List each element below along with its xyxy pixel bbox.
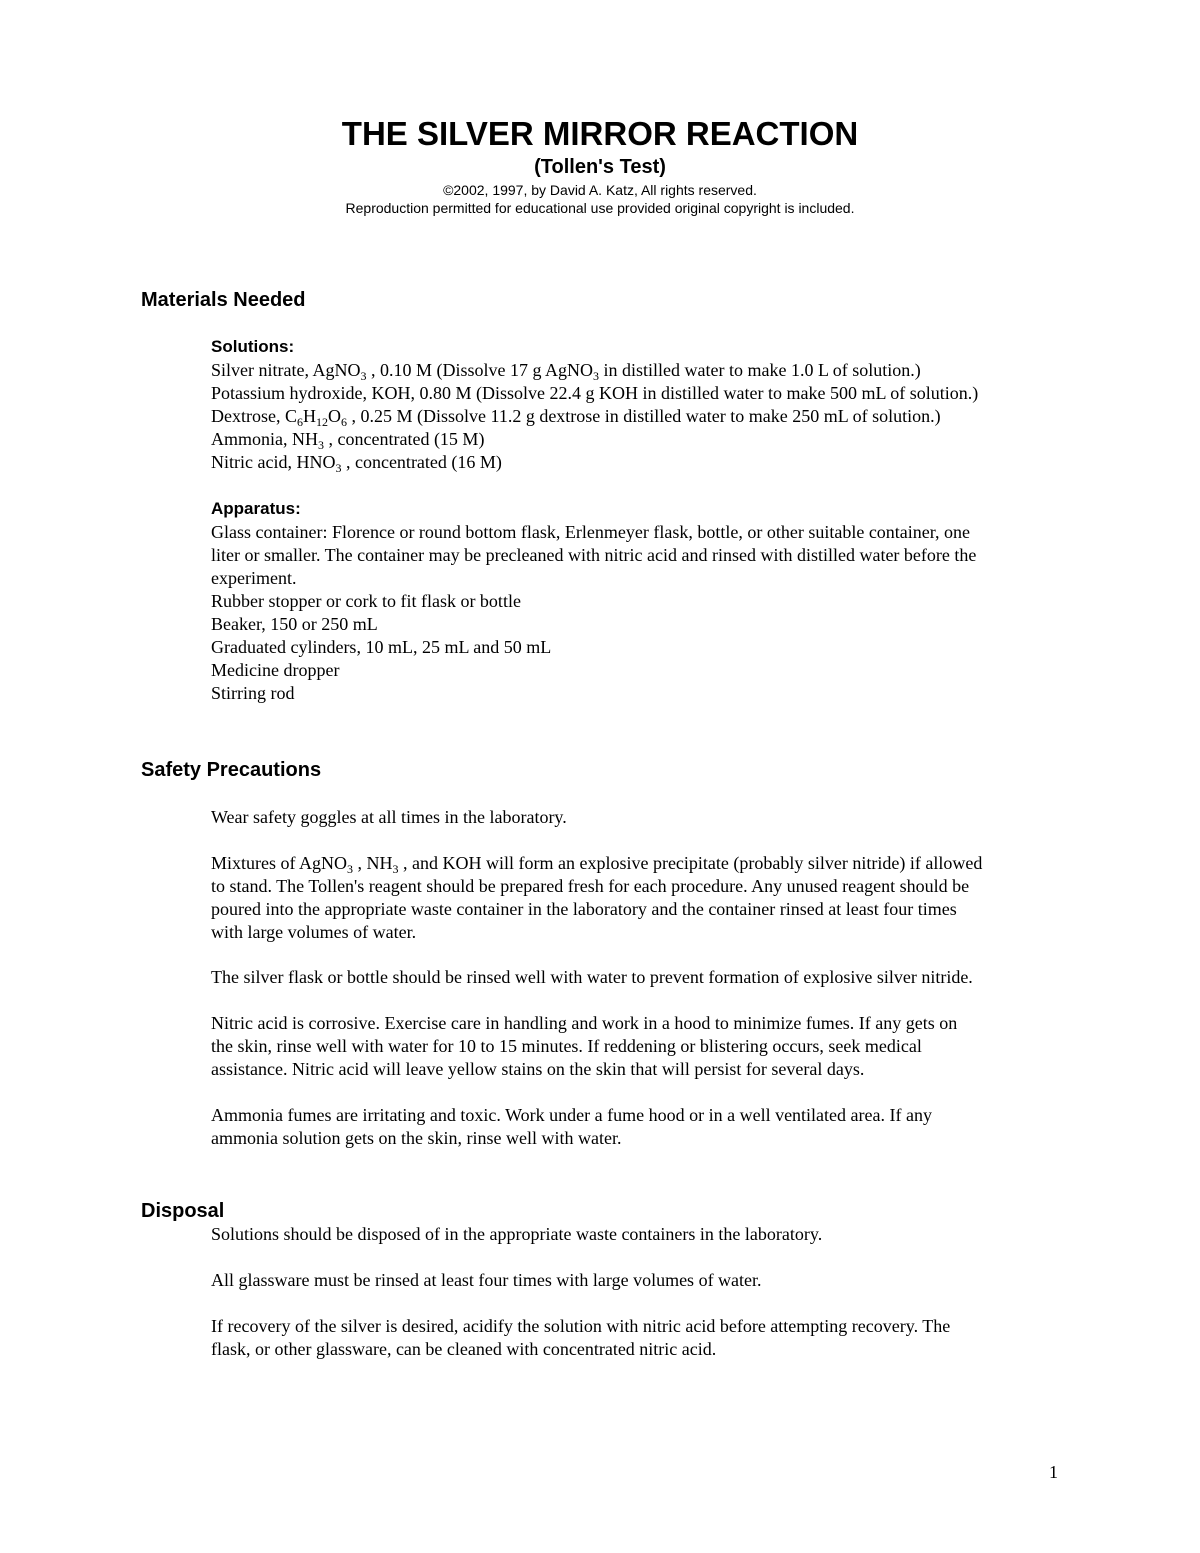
solution-silver-nitrate: Silver nitrate, AgNO$_3$ , 0.10 M (Dissolve 17 g AgNO$_3$ in distilled water to make 1.0 L of solution.) bbox=[211, 360, 921, 383]
disposal-recovery-paragraph: If recovery of the silver is desired, acidify the solution with nitric acid before attempting recovery. The flask, or other glassware, can be cleaned with concentrated nitric acid. bbox=[211, 1316, 951, 1359]
safety-rinse-paragraph: The silver flask or bottle should be rinsed well with water to prevent formation of explosive silver nitride. bbox=[211, 967, 973, 987]
apparatus-line: experiment. bbox=[211, 568, 297, 588]
apparatus-line: Rubber stopper or cork to fit flask or bottle bbox=[211, 591, 521, 611]
page-subtitle: (Tollen's Test) bbox=[534, 156, 666, 178]
apparatus-line: Stirring rod bbox=[211, 683, 295, 703]
apparatus-line: Medicine dropper bbox=[211, 660, 340, 680]
apparatus-line: liter or smaller. The container may be precleaned with nitric acid and rinsed with distilled water before the bbox=[211, 545, 977, 565]
safety-ammonia-paragraph: Ammonia fumes are irritating and toxic. Work under a fume hood or in a well ventilated area. If any ammonia solution gets on the skin, rinse well with water. bbox=[211, 1105, 932, 1148]
solution-dextrose: Dextrose, $C_6H_{12}O_6$ , 0.25 M (Dissolve 11.2 g dextrose in distilled water to make 250 mL of solution.) bbox=[211, 406, 941, 429]
solution-potassium-hydroxide: Potassium hydroxide, KOH, 0.80 M (Dissolve 22.4 g KOH in distilled water to make 500 mL of solution.) bbox=[211, 383, 979, 403]
solutions-list bbox=[211, 359, 1071, 474]
apparatus-line: Graduated cylinders, 10 mL, 25 mL and 50 mL bbox=[211, 637, 552, 657]
apparatus-line: Beaker, 150 or 250 mL bbox=[211, 614, 378, 634]
disposal-solutions-paragraph: Solutions should be disposed of in the appropriate waste containers in the laboratory. bbox=[211, 1224, 823, 1244]
apparatus-list bbox=[211, 521, 1071, 705]
safety-mixtures-paragraph: Mixtures of AgNO$_3$ , $NH_3$ , and KOH will form an explosive precipitate (probably silver nitride) if allowed to stand. The Tollen's reagent should be prepared fresh for each procedure. Any unused reagent should be poured into the appropriate waste container in the laboratory and the container rinsed at least four times with large volumes of water. bbox=[211, 853, 983, 942]
page-title: THE SILVER MIRROR REACTION bbox=[341, 115, 859, 152]
copyright-notice: ©2002, 1997, by David A. Katz, All rights reserved. bbox=[443, 182, 757, 198]
disposal-heading: Disposal bbox=[141, 1200, 225, 1222]
materials-heading: Materials Needed bbox=[141, 289, 306, 311]
solution-nitric-acid: Nitric acid, $HNO_3$ , concentrated (16 M) bbox=[211, 452, 502, 475]
solutions-heading: Solutions: bbox=[211, 337, 295, 356]
safety-goggles-paragraph: Wear safety goggles at all times in the laboratory. bbox=[211, 807, 567, 827]
safety-nitric-acid-paragraph: Nitric acid is corrosive. Exercise care in handling and work in a hood to minimize fumes. If any gets on the skin, rinse well with water for 10 to 15 minutes. If reddening or blistering occurs, seek medical assistance. Nitric acid will leave yellow stains on the skin that will persist for several days. bbox=[211, 1013, 958, 1079]
page-number: 1 bbox=[1049, 1462, 1058, 1482]
apparatus-heading: Apparatus: bbox=[211, 499, 301, 518]
safety-heading: Safety Precautions bbox=[141, 759, 322, 781]
apparatus-line: Glass container: Florence or round bottom flask, Erlenmeyer flask, bottle, or other suitable container, one bbox=[211, 522, 971, 542]
reproduction-notice: Reproduction permitted for educational use provided original copyright is included. bbox=[345, 200, 855, 216]
solution-ammonia: Ammonia, $NH_3$ , concentrated (15 M) bbox=[211, 429, 485, 452]
disposal-glassware-paragraph: All glassware must be rinsed at least four times with large volumes of water. bbox=[211, 1270, 762, 1290]
